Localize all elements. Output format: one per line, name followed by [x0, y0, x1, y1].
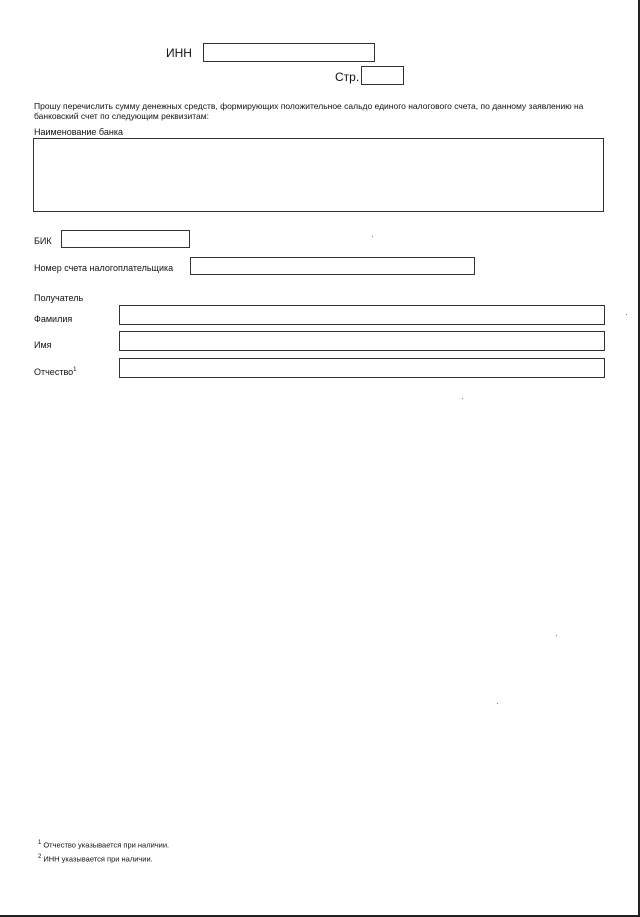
inn-label: ИНН — [166, 46, 192, 60]
footnote-1 — [38, 839, 169, 850]
scan-speck — [462, 398, 463, 399]
footnote-2-number: 2 — [38, 854, 42, 860]
scan-speck — [372, 236, 373, 237]
footnote-1-text: Отчество указывается при наличии. — [43, 840, 170, 850]
footnote-2-text: ИНН указывается при наличии. — [43, 854, 153, 864]
bik-label: БИК — [34, 236, 52, 246]
bank-name-label: Наименование банка — [34, 127, 123, 137]
first-name-field[interactable] — [119, 331, 605, 351]
inn-field[interactable] — [203, 43, 375, 62]
bank-name-field[interactable] — [33, 138, 604, 212]
page-number-field[interactable] — [361, 66, 404, 85]
footnote-1-number: 1 — [38, 840, 42, 846]
footnote-2 — [38, 853, 153, 864]
scan-speck — [626, 314, 627, 315]
patronymic-label-text: Отчество — [34, 367, 74, 377]
page-label: Стр. — [335, 70, 360, 84]
account-field[interactable] — [190, 257, 475, 275]
scan-speck — [497, 703, 498, 704]
surname-field[interactable] — [119, 305, 605, 325]
scan-speck — [556, 635, 557, 636]
patronymic-label — [34, 367, 76, 378]
account-label: Номер счета налогоплательщика — [34, 263, 174, 273]
first-name-label: Имя — [34, 340, 52, 350]
patronymic-field[interactable] — [119, 358, 605, 378]
recipient-heading: Получатель — [34, 293, 84, 303]
bik-field[interactable] — [61, 230, 190, 248]
intro-text: Прошу перечислить сумму денежных средств, формирующих положительное сальдо единого налогового счета, по данному заявлению на банковский счет по следующим реквизитам: — [34, 101, 584, 121]
patronymic-footnote-mark: 1 — [73, 367, 77, 373]
surname-label: Фамилия — [34, 314, 73, 324]
